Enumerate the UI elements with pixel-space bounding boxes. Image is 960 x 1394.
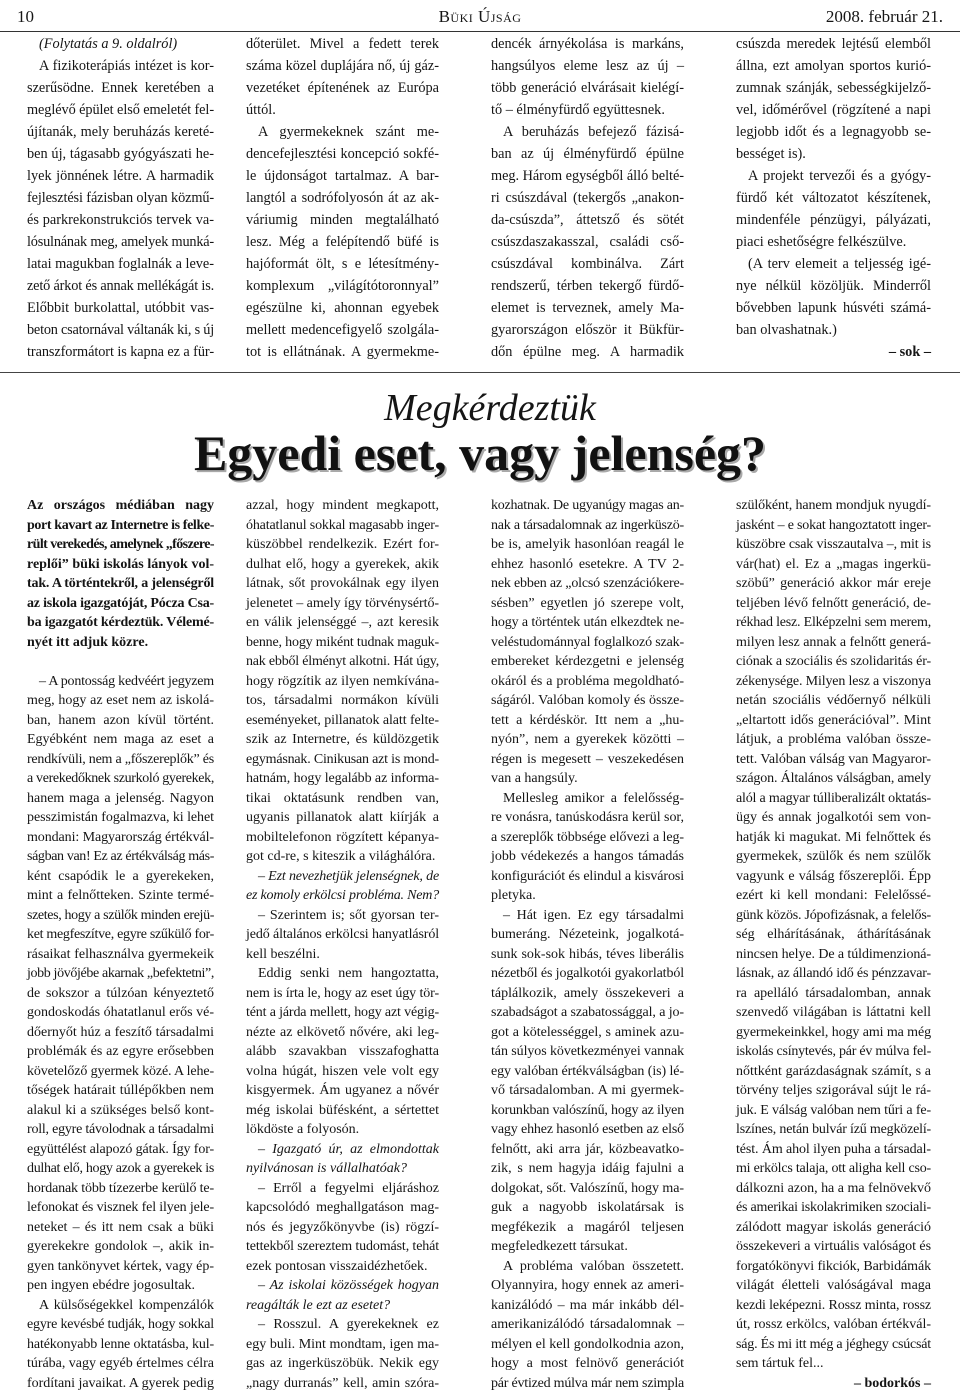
text-line: neteket – és itt nem csak a büki	[27, 1219, 214, 1235]
newspaper-name: Büki Újság	[438, 7, 522, 26]
text-line: mindenféle pénzügyi, pályázati,	[736, 212, 931, 228]
text-line: pár évtized múlva már nem szimpla	[491, 1375, 684, 1391]
text-line: netán szociális védőernyő nélküli	[736, 693, 931, 708]
text-line: világát életteli valóságával maga	[736, 1278, 931, 1293]
text-line: meglévő épület első emeletét fel-	[27, 102, 214, 118]
issue-date: 2008. február 21.	[825, 7, 943, 26]
text-line: hajóformát ölt, s e létesítmény-	[246, 256, 439, 272]
text-line: kapcsolódó meghallgatáson mag-	[246, 1200, 439, 1215]
text-line: száma közel duplájára nő, új gáz-	[246, 58, 439, 74]
text-line: da-csúszda”, áttetsző és sötét	[491, 212, 684, 228]
text-line: got a kötelességgel, s aminek azu-	[491, 1024, 684, 1040]
text-line: mobiltelefonon rögzített képanya-	[246, 829, 439, 845]
text-line: re vonásra, tanúskodásra kerül sor,	[491, 810, 684, 825]
text-line: nyét itt adjuk közre.	[27, 634, 149, 650]
paragraph-body	[491, 121, 684, 363]
text-line: iskolás csínytevés, pár év múlva fel-	[736, 1044, 931, 1059]
text-line: – bodorkós –	[853, 1375, 931, 1391]
text-line: be is, amelyik hasonlóan reagál le	[491, 537, 684, 552]
paragraph-cont	[736, 496, 931, 1374]
page-number: 10	[17, 7, 34, 26]
text-line: legjobb időt és a legnagyobb se-	[736, 124, 931, 140]
text-line: hanem maga a jelenség. Nagyon	[27, 790, 214, 806]
text-line: bővebben lapunk húsvéti számá-	[736, 300, 931, 316]
text-line: benne, hogy miként tudnak maguk-	[246, 634, 439, 650]
text-line: rékhad lesz. Elképzelni sem merem,	[736, 615, 931, 630]
text-line: hordanak több tízezerbe kerülő te-	[27, 1180, 214, 1196]
text-line: gyermekek, szülők és nem szülők	[736, 849, 931, 864]
interview-column-4	[736, 496, 931, 1393]
text-line: ba igazgatót kérdeztük. Vélemé-	[27, 615, 214, 630]
text-line: rült verekedés, amelynek „főszere-	[27, 537, 214, 552]
text-line: szerűsödne. Ennek keretében a	[27, 80, 214, 96]
text-line: lósulnának meg, amelyek munká-	[27, 234, 214, 250]
text-line: ban olvashatnak.)	[736, 322, 837, 338]
text-line: beton csatornával váltanák ki, s új	[27, 322, 214, 338]
text-line: hatnám, hogy legalább az informa-	[246, 771, 439, 786]
text-line: jedő általános erkölcsi hanyatlásról	[246, 927, 439, 942]
text-line: vár(hat) el. Ez a „magas ingerkü-	[736, 556, 931, 572]
paragraph-cont	[246, 496, 439, 867]
text-line: dencefejlesztési koncepció sokfé-	[246, 146, 439, 162]
text-line: dálkozni azon, ha a ma felnövekvő	[736, 1180, 931, 1196]
text-line: küszöbre csak visszautalva –, mit is	[736, 537, 931, 552]
article-headline: Egyedi eset, vagy jelenség?	[193, 425, 767, 481]
page-header	[0, 0, 960, 32]
text-line: út, rossz erkölcs, valóban értékvál-	[736, 1317, 931, 1332]
text-line: a verekedőknek szurkoló gyerekek,	[27, 771, 214, 786]
text-line: gondoskodás óhatatlanul erős vé-	[27, 1005, 214, 1020]
text-line: ség elhárításának, áthárításának	[736, 927, 931, 942]
text-line: a szereplők többsége elővezi a leg-	[491, 829, 684, 845]
text-line: – Rosszul. A gyerekeknek ez	[258, 1317, 439, 1332]
text-line: nek ebben az „olcsó szenzációkere-	[491, 576, 684, 591]
text-line: nem is írta le, hogy az eset úgy tör-	[246, 985, 439, 1001]
text-line: bumeráng. Nézeteink, jogalkotá-	[491, 927, 684, 942]
text-line: roll, egyre távolodnak a társadalmi	[27, 1122, 214, 1137]
text-line: hatják ki magukat. Mi felnőttek és	[736, 829, 931, 845]
text-line: korunkban valószínű, hogy az ilyen	[491, 1102, 684, 1118]
paragraph-lead	[27, 496, 214, 652]
text-line: dőn épülne meg. A harmadik	[491, 344, 684, 360]
text-line: lefonokat és visznek fel ilyen jele-	[27, 1200, 214, 1215]
text-line: Eddig senki nem hangoztatta,	[258, 966, 439, 981]
paragraph-body	[246, 906, 439, 965]
text-line: tett a kérdéskör. Itt nem a „hu-	[491, 712, 684, 728]
paragraph-question	[246, 1276, 439, 1315]
text-line: bességet is).	[736, 146, 806, 162]
text-line: fordítani javaikat. A gyerek pedig	[27, 1375, 214, 1391]
text-line: rendkívüli, nem a „főszereplők” és	[27, 751, 214, 767]
paragraph-cont	[736, 33, 931, 165]
text-line: mondani: Magyarország értékvál-	[27, 829, 214, 845]
text-line: küszöbbel rendelkezik. Ezért for-	[246, 537, 439, 552]
continued-article-column-4	[736, 33, 931, 363]
text-line: hogy a történtek után elkezdtek ne-	[491, 615, 684, 630]
paragraph-body	[491, 1257, 684, 1394]
text-line: pletyka.	[491, 888, 536, 903]
text-line: – Az iskolai közösségek hogyan	[258, 1278, 439, 1293]
text-line: ez komoly erkölcsi probléma. Nem?	[246, 888, 439, 903]
text-line: fürdő két változatot készítenek,	[736, 190, 931, 206]
text-line: gyerekekre gondolok –, akik in-	[27, 1239, 214, 1254]
interview-column-1	[27, 496, 214, 1393]
text-line: ri csúszdával (tekergős „anakon-	[491, 190, 684, 206]
text-line: ra apelláló társadalomban, annak	[736, 985, 931, 1001]
text-line: mélyen el kell gondolkodnia azon,	[491, 1336, 684, 1352]
paragraph-question	[246, 1140, 439, 1179]
text-line: szágon. Általános válságban, amely	[736, 771, 931, 786]
text-line: régen is megesett – veszekedésen	[491, 751, 684, 767]
text-line: transzformátort is kapna ez a für-	[27, 344, 214, 360]
text-line: ugyanis pillanatok alatt kiírják a	[246, 810, 439, 825]
text-line: okáról és a probléma megoldható-	[491, 673, 684, 689]
text-line: egyre kevésbé tudják, hogy sokkal	[27, 1317, 214, 1332]
text-line: tő – élményfürdő együttesnek.	[491, 102, 665, 118]
paragraph-body	[246, 1179, 439, 1277]
text-line: A fizikoterápiás intézet is kor-	[39, 58, 214, 74]
paragraph-body	[491, 906, 684, 1257]
text-line: Előbbit burkolattal, utóbbit vas-	[27, 300, 214, 316]
text-line: – Ezt nevezhetjük jelenségnek, de	[258, 868, 439, 884]
text-line: ben új, tágasabb gyógyászati he-	[27, 146, 214, 162]
text-line: tak. A történtekről, a jelenségről	[27, 576, 214, 591]
text-line: táplálkozik, amely összekeveri a	[491, 985, 684, 1001]
text-line: mellett medencefigyelő szolgála-	[246, 322, 439, 338]
text-line: mint a felnőtteken. Szinte termé-	[27, 888, 214, 903]
text-line: hatékonyabb lenne oktatásba, kul-	[27, 1336, 214, 1352]
text-line: konfigurációt és elindul a kisvárosi	[491, 868, 684, 884]
text-line: zik, s nem hagyja idáig fajulni a	[491, 1161, 684, 1176]
text-line: Mellesleg amikor a felelősség-	[503, 790, 684, 806]
text-line: dőterület. Mivel a fedett terek	[246, 36, 439, 52]
text-line: vagyunk e válság főszereplői. Épp	[736, 868, 931, 884]
text-line: Egyébként nem maga az eset a	[27, 732, 214, 747]
text-line: szik az Internetre, és küldözgetik	[246, 732, 439, 747]
text-line: alól a magyar túlliberalizált oktatás-	[736, 790, 931, 806]
text-line: tettekből szereztem tudomást, tehát	[246, 1239, 439, 1254]
text-line: dőernyőt húz a feszítő társadalmi	[27, 1024, 214, 1040]
text-line: szenvedő világában is láttatni kell	[736, 1005, 931, 1020]
text-line: követelőző gyermek közé. A lehe-	[27, 1063, 214, 1079]
text-line: vő társadalomban. A mi gyermek-	[491, 1083, 684, 1098]
text-line: vezetéket építenének az Európa	[246, 80, 439, 96]
text-line: állna, ezt amolyan sportos kurió-	[736, 58, 931, 74]
text-line: ehhez hasonló esetekre. A TV 2-	[491, 556, 684, 572]
text-line: alakul ki a szükséges belső kont-	[27, 1102, 214, 1118]
text-line: nak a társadalomnak az ingerküszö-	[491, 517, 684, 533]
text-line: kell beszélni.	[246, 946, 320, 962]
text-line: A probléma valóban összetett.	[503, 1258, 684, 1274]
text-line: kezdi leképezni. Rossz minta, rossz	[736, 1297, 931, 1313]
paragraph-cont	[491, 33, 684, 121]
text-line: zumnak szánják, sebességkijelző-	[736, 80, 931, 96]
text-line: de sokszor a túlzóan kényeztető	[27, 985, 214, 1001]
continued-article-column-1	[27, 33, 214, 363]
text-line: ságáról. Valóban komoly és össze-	[491, 693, 684, 708]
text-line: A külsőségekkel kompenzálók	[39, 1297, 214, 1313]
text-line: A projekt tervezői és a gyógy-	[748, 168, 931, 184]
text-line: gyarországon először it Bükfür-	[491, 322, 684, 338]
text-line: vel, időmérővel (rögzítené a napi	[736, 102, 931, 118]
text-line: ezért ki kell mondani: Felelőssé-	[736, 888, 931, 903]
text-line: rásaikat felhasználva gyermekeik	[27, 946, 214, 962]
text-line: dencék árnyékolása is markáns,	[491, 36, 684, 52]
text-line: látjuk, a probléma valóban össze-	[736, 732, 931, 747]
text-line: vagy ehhez hasonló esetben az első	[491, 1122, 684, 1137]
text-line: kanizálódó – ma már inkább dél-	[491, 1297, 684, 1313]
text-line: guk a nagyobb iskolatársak is	[491, 1200, 684, 1215]
continued-article-column-2	[246, 33, 439, 363]
text-line: jasként – e sokat hangoztatott inger-	[736, 517, 931, 533]
text-line: váriumig minden megtalálható	[246, 212, 439, 228]
text-line: azzal, hogy mindent megkapott,	[246, 498, 439, 513]
text-line: egészülne ki, ahonnan egyebek	[246, 300, 439, 316]
text-line: tőségek határait túllépőkben nem	[27, 1083, 214, 1098]
text-line: veléstudománnyal foglalkozó szak-	[491, 634, 684, 650]
text-line: komplexum „világítótoronnyal”	[246, 278, 439, 294]
text-line: gyen tankönyvet kértek, vagy ép-	[27, 1258, 214, 1274]
text-line: megfékezik a magáról teljesen	[491, 1219, 684, 1235]
text-line: és parkrekonstrukciós tervek va-	[27, 212, 214, 228]
text-line: szöbű” generáció akkor már ereje	[736, 576, 931, 591]
text-line: piaci eshetőségre felkészülve.	[736, 234, 907, 250]
text-line: „eltartott idős generációval”. Mint	[736, 712, 931, 728]
continued-article-column-3	[491, 33, 684, 363]
paragraph-note	[27, 33, 214, 55]
text-line: lökdöste a folyosón.	[246, 1122, 360, 1137]
text-line: ban, hanem azon kívül történt.	[27, 712, 214, 728]
text-line: A gyermekeknek szánt me-	[258, 124, 439, 140]
section-kicker: Megkérdeztük	[384, 387, 596, 429]
text-line: embereket kérdezgetni e jelenség	[491, 654, 684, 669]
text-line: hogy rögzítik az ilyen nemkívána-	[246, 673, 439, 689]
text-line: juk. E válság valóban nem tűri a fe-	[736, 1102, 931, 1118]
text-line: látnak, sőt provokálnak egy ilyen	[246, 576, 439, 591]
paragraph-body	[736, 165, 931, 253]
interview-column-2	[246, 496, 439, 1393]
text-line: ság. És mi itt még a jéghegy csúcsát	[736, 1336, 931, 1352]
text-line: ciónak a szociális és szolidaritás ér-	[736, 654, 931, 669]
text-line: jelenetet – amely így törvénysértő-	[246, 595, 439, 611]
text-line: Az országos médiában nagy	[27, 498, 214, 513]
text-line: jobb védekezés a hangos támadás	[491, 849, 684, 864]
text-line: zálódott magyar iskolás generáció	[736, 1219, 931, 1235]
text-line: A beruházás befejező fázisá-	[503, 124, 684, 140]
paragraph-body	[736, 253, 931, 341]
text-line: latai magukban foglalnák a leve-	[27, 256, 214, 272]
text-line: meg. Három egységből álló belté-	[491, 168, 684, 184]
text-line: eseményeket, pillanatok alatt felte-	[246, 712, 439, 728]
text-line: és amerikai iskolakrimiken szociali-	[736, 1200, 931, 1215]
text-line: teljében lévő felnőtt generáció, de-	[736, 595, 931, 611]
text-line: nézte az elkövető nővére, aki leg-	[246, 1024, 439, 1040]
text-line: nak ebből élményt alkotni. Hát úgy,	[246, 654, 439, 669]
text-line: tos, társadalmi normákon kívüli	[246, 693, 439, 708]
text-line: zékenysége. Milyen lesz a viszonya	[736, 673, 931, 689]
text-line: együttélést alapozó gátak. Így for-	[27, 1141, 214, 1157]
text-line: egy valóban értékválságban (is) lé-	[491, 1063, 684, 1079]
text-line: csúszda meredek lejtésű elemből	[736, 36, 931, 52]
text-line: (Folytatás a 9. oldalról)	[39, 36, 178, 52]
text-line: – sok –	[888, 344, 931, 360]
text-line: replői” büki iskolás lányok vol-	[27, 556, 214, 572]
text-line: forgatókönyvi fikciók, Barbidámák	[736, 1258, 932, 1274]
paragraph-cont	[246, 33, 439, 121]
text-line: összekeveri a virtuális valóságot és	[736, 1239, 931, 1254]
section-divider	[0, 372, 960, 373]
text-line: dolgokat, sőt. Valószínű, hogy ma-	[491, 1180, 684, 1196]
text-line: egymásnak. Cinikusan azt is mond-	[246, 751, 439, 767]
paragraph-body	[246, 964, 439, 1140]
paragraph-body	[27, 1296, 214, 1394]
text-line: több generáció elvárásait kielégí-	[491, 80, 684, 96]
text-line: mi erkölcs talaja, ott aligha kell cso-	[736, 1161, 931, 1176]
text-line: reagálták le ezt az esetet?	[246, 1297, 391, 1313]
text-line: újítanák, mely beruházás kereté-	[27, 124, 214, 140]
text-line: tikai oktatásunk rendben van,	[246, 790, 439, 806]
text-line: óhatatlanul sokkal magasabb inger-	[246, 517, 439, 533]
text-line: – Igazgató úr, az elmondottak	[258, 1141, 439, 1157]
text-line: got cd-re, s kiteszik a világhálóra.	[246, 849, 436, 864]
text-line: még iskolai büfésként, a sértettet	[246, 1102, 439, 1118]
text-line: sunk sok-sok hibás, téves liberális	[491, 946, 684, 962]
text-line: az iskola igazgatóját, Pócza Csa-	[27, 595, 214, 611]
text-line: problémák és az egyre erősebben	[27, 1044, 214, 1059]
text-line: le újdonságot tartalmaz. A bar-	[246, 168, 439, 184]
interview-column-3	[491, 496, 684, 1393]
text-line: dulhat elő, hogy a gyerekek, akik	[246, 556, 439, 572]
text-line: sésben” egyetlen jó szerepe volt,	[491, 595, 684, 611]
text-line: tést. Ám ahol ilyen puha a társadal-	[736, 1141, 931, 1157]
text-line: lszínes, netán bulvár ízű megközelí-	[736, 1122, 931, 1137]
paragraph-body	[27, 55, 214, 363]
paragraph-body	[491, 789, 684, 906]
text-line: dulhat elő, hogy azok a gyerekek is	[27, 1161, 214, 1176]
text-line: szülőként, hanem mondjuk nyugdí-	[736, 498, 931, 513]
text-line: szetes, hogy a szülők minden erejü-	[27, 907, 215, 923]
text-line: ban az új élményfürdő épülne	[491, 146, 684, 162]
text-line: tett. Valóban válság van Magyaror-	[736, 751, 931, 767]
paragraph-signature	[736, 1374, 931, 1394]
text-line: tán súlyos következményei vannak	[491, 1044, 684, 1059]
text-line: nézetből és jogalkotói gyakorlatból	[491, 966, 684, 981]
text-line: en válik jelenséggé –, azt keresik	[246, 615, 439, 630]
text-line: szabadságot a szabatossággal, a jo-	[491, 1005, 684, 1020]
text-line: (A terv elemeit a teljesség igé-	[748, 256, 931, 272]
text-line: törvény teljes szigorával sújt le rá-	[736, 1083, 931, 1098]
text-line: hogy a most felnövő generációt	[491, 1356, 684, 1371]
paragraph-cont	[491, 496, 684, 789]
paragraph-question	[246, 867, 439, 906]
paragraph-signature	[736, 341, 931, 363]
text-line: megfeledkezett társukat.	[491, 1239, 628, 1254]
text-line: van a hangsúly.	[491, 771, 578, 786]
text-line: lásnak, az állandó idő és pénzzavar-	[736, 966, 931, 981]
text-line: úttól.	[246, 102, 276, 118]
text-line: günk közös. Jópofizásnak, a felelős-	[736, 907, 931, 923]
text-line: csúszdával kombinálva. Zárt	[491, 256, 684, 272]
text-line: kisgyermek. Ám ugyanez a nővér	[246, 1083, 439, 1098]
text-line: – Erről a fegyelmi eljáráshoz	[258, 1180, 439, 1196]
text-line: tént a járda mellett, hogy azt végig-	[246, 1005, 439, 1020]
text-line: amerikanizálódó társadalomnak –	[491, 1317, 684, 1332]
text-line: port kavart az Internetre is felke-	[27, 517, 214, 533]
text-line: – Szerintem is; sőt gyorsan ter-	[258, 907, 439, 923]
text-line: nye nélkül közöljük. Minderről	[736, 278, 931, 294]
text-line: nincsen helye. De a túldimenzioná-	[736, 946, 931, 962]
text-line: felnőtt, aki arra jár, közbeavatko-	[491, 1141, 684, 1157]
text-line: hangsúlyos eleme lesz az új –	[491, 58, 684, 74]
text-line: jobb jövőjébe akarnak „befektetni”,	[27, 966, 214, 981]
text-line: rendszerű, térben tekergő fürdő-	[491, 278, 684, 294]
text-line: „nagy durranás” kell, amin szóra-	[246, 1375, 439, 1391]
text-line: – A pontosság kedvéért jegyzem	[39, 673, 214, 689]
text-line: – Hát igen. Ez egy társadalmi	[503, 907, 684, 923]
text-line: Olyannyira, hogy ennek az ameri-	[491, 1278, 684, 1293]
text-line: meg, hogy az eset nem az iskolá-	[27, 693, 214, 708]
text-line: csúszdaszakasszal, családi cső-	[491, 234, 684, 250]
text-line: lyek jönnének létre. A harmadik	[27, 168, 214, 184]
text-line: gyermekeinkkel, hogy ami ma még	[736, 1024, 931, 1040]
text-line: alább szavakban visszafoghatta	[246, 1044, 439, 1059]
paragraph-body	[246, 121, 439, 363]
text-line: milyen lesz annak a felnőtt generá-	[736, 634, 931, 650]
text-line: ságban van! Ez az értékválság más-	[27, 849, 214, 864]
text-line: gas az ingerküszöbük. Nekik egy	[246, 1356, 439, 1371]
text-line: ezek pontosan visszaidézhetőek.	[246, 1258, 428, 1274]
text-line: elemet is terveznek, amely Ma-	[491, 300, 684, 316]
text-line: kozhatnak. De ugyanúgy magas an-	[491, 498, 684, 513]
text-line: pen ingyen ebédre jogosultak.	[27, 1278, 195, 1293]
text-line: langtól a sodrófolyosón át az ak-	[246, 190, 439, 206]
text-line: nós és jegyzőkönyvbe (is) rögzí-	[246, 1219, 439, 1235]
text-line: sem tártuk fel...	[736, 1356, 824, 1371]
text-line: nyilvánosan is vállalhatóak?	[246, 1161, 407, 1176]
text-line: nyón”, nem a gyerekek közötti –	[491, 732, 684, 747]
text-line: ként csapódik le a gyerekeken,	[27, 868, 214, 884]
paragraph-body	[246, 1315, 439, 1393]
text-line: nőttként garázdaságnak számít, s a	[736, 1063, 931, 1079]
text-line: zető árkot és annak mellékágát is.	[27, 278, 214, 294]
text-line: túrába, vagy egyéb értelmes célra	[27, 1356, 214, 1371]
text-line: ügy és annak jogalkotói sem von-	[736, 810, 931, 825]
paragraph-body	[27, 672, 214, 1296]
text-line: volna húgát, hiszen vele volt egy	[246, 1063, 439, 1079]
text-line: egy buli. Mint mondtam, igen ma-	[246, 1336, 439, 1352]
text-line: ket megfeszítve, egyre szűkülő for-	[27, 927, 214, 942]
text-line: fejlesztési fázisban olyan közmű-	[27, 190, 214, 206]
text-line: lesz. Még a felépítendő büfé is	[246, 234, 439, 250]
text-line: tot is ellátnának. A gyermekme-	[246, 344, 439, 360]
text-line: pesszimistán fogalmazva, ki lehet	[27, 810, 214, 825]
